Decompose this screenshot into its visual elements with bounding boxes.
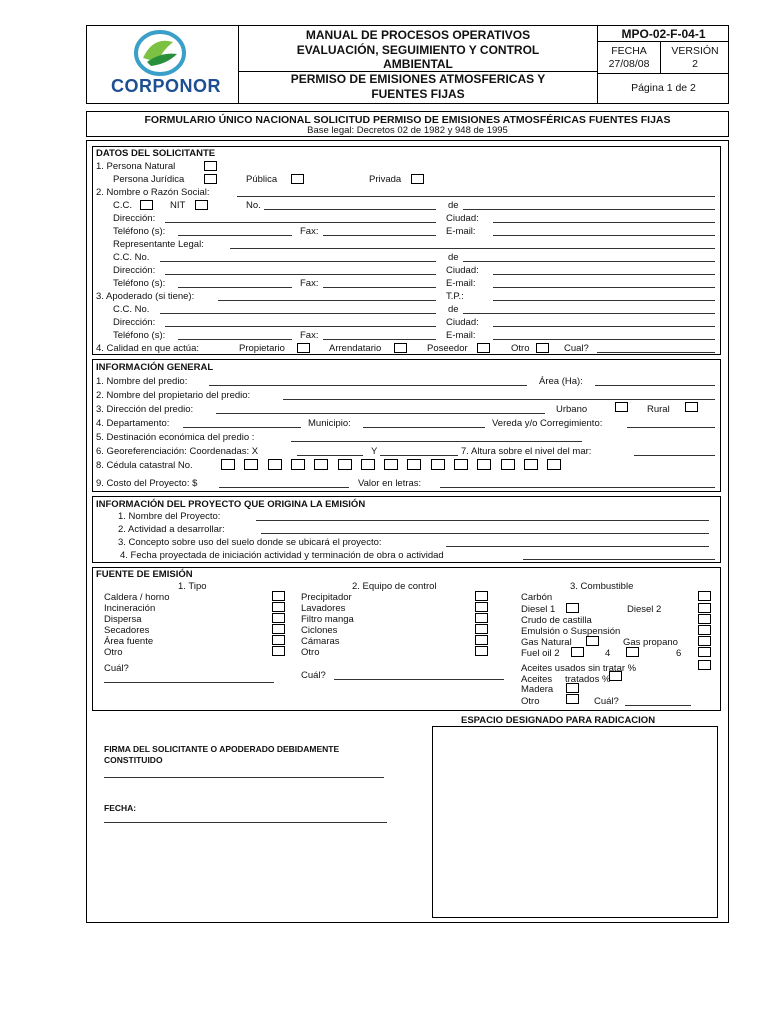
- form-title: FORMULARIO ÚNICO NACIONAL SOLICITUD PERMISO DE EMISIONES ATMOSFÉRICAS FUENTES FIJAS: [144, 114, 671, 126]
- cedula-digit-box[interactable]: [338, 459, 352, 470]
- fecha-firma-label: FECHA:: [104, 803, 137, 813]
- direccion-field-3[interactable]: [165, 326, 436, 327]
- fax-field-2[interactable]: [323, 287, 436, 288]
- uso-suelo-label: 3. Concepto sobre uso del suelo donde se ubicará el proyecto:: [118, 537, 382, 548]
- equipo-item-checkbox[interactable]: [475, 591, 488, 601]
- coord-y-label: Y: [371, 446, 378, 457]
- equipo-item-label: Cámaras: [301, 636, 340, 647]
- fecha-label: FECHA: [611, 45, 647, 57]
- email-field-1[interactable]: [493, 235, 715, 236]
- tipo-item-checkbox[interactable]: [272, 635, 285, 645]
- ciudad-label-3: Ciudad:: [446, 317, 479, 328]
- cc-no-label-2: C.C. No.: [113, 304, 150, 315]
- general-title: INFORMACIÓN GENERAL: [96, 362, 214, 373]
- fax-label-2: Fax:: [300, 278, 319, 289]
- cedula-digit-box[interactable]: [291, 459, 305, 470]
- tp-field[interactable]: [493, 300, 715, 301]
- de-field-1[interactable]: [463, 209, 715, 210]
- carbon-checkbox[interactable]: [698, 591, 711, 601]
- tipo-item-label: Caldera / horno: [104, 592, 170, 603]
- urbano-checkbox[interactable]: [615, 402, 628, 412]
- tipo-cual-field[interactable]: [104, 682, 274, 683]
- equipo-item-label: Filtro manga: [301, 614, 354, 625]
- costo-field[interactable]: [219, 487, 349, 488]
- telefono-label-1: Teléfono (s):: [113, 226, 166, 237]
- fuel-oil-4-checkbox[interactable]: [626, 647, 639, 657]
- telefono-field-1[interactable]: [178, 235, 292, 236]
- no-field[interactable]: [264, 209, 436, 210]
- representante-label: Representante Legal:: [113, 239, 204, 250]
- coord-x-field[interactable]: [297, 455, 363, 456]
- emulsion-label: Emulsión o Suspensión: [521, 626, 621, 637]
- solicitante-title: DATOS DEL SOLICITANTE: [96, 148, 216, 159]
- aceites-tratados-label-2: tratados %: [565, 674, 611, 685]
- header-hline-3: [597, 73, 729, 74]
- calidad-label: 4. Calidad en que actúa:: [96, 343, 199, 354]
- cedula-digit-box[interactable]: [221, 459, 235, 470]
- cual-combustible-field[interactable]: [625, 705, 691, 706]
- page-number: Página 1 de 2: [631, 82, 696, 94]
- otro-calidad-checkbox[interactable]: [536, 343, 549, 353]
- ciudad-label-1: Ciudad:: [446, 213, 479, 224]
- de-field-3[interactable]: [463, 313, 715, 314]
- rural-label: Rural: [647, 404, 670, 415]
- uso-suelo-field[interactable]: [446, 546, 709, 547]
- fuel-oil-label: Fuel oil 2: [521, 648, 560, 659]
- cedula-digit-box[interactable]: [384, 459, 398, 470]
- arrendatario-label: Arrendatario: [329, 343, 382, 354]
- persona-juridica-label: Persona Jurídica: [113, 174, 185, 185]
- direccion-label-2: Dirección:: [113, 265, 156, 276]
- departamento-label: 4. Departamento:: [96, 418, 170, 429]
- aceites-usados-checkbox[interactable]: [698, 660, 711, 670]
- otro-combustible-label: Otro: [521, 696, 540, 707]
- version-value: 2: [692, 58, 698, 70]
- cedula-digit-box[interactable]: [431, 459, 445, 470]
- cc-checkbox[interactable]: [140, 200, 153, 210]
- persona-natural-checkbox[interactable]: [204, 161, 217, 171]
- ciudad-label-2: Ciudad:: [446, 265, 479, 276]
- nombre-predio-field[interactable]: [209, 385, 527, 386]
- tipo-title: 1. Tipo: [178, 581, 207, 592]
- tipo-item-checkbox[interactable]: [272, 602, 285, 612]
- actividad-field[interactable]: [261, 533, 709, 534]
- cedula-digit-box[interactable]: [547, 459, 561, 470]
- equipo-item-label: Precipitador: [301, 592, 352, 603]
- poseedor-checkbox[interactable]: [477, 343, 490, 353]
- direccion-label-3: Dirección:: [113, 317, 156, 328]
- publica-label: Pública: [246, 174, 278, 185]
- destinacion-field[interactable]: [291, 441, 582, 442]
- equipo-item-checkbox[interactable]: [475, 602, 488, 612]
- tipo-item-checkbox[interactable]: [272, 624, 285, 634]
- nombre-proyecto-field[interactable]: [256, 520, 709, 521]
- tipo-cual-label: Cuál?: [104, 663, 129, 674]
- equipo-item-label: Ciclones: [301, 625, 338, 636]
- cedula-digit-box[interactable]: [477, 459, 491, 470]
- ciudad-field-2[interactable]: [493, 274, 715, 275]
- equipo-cual-label: Cuál?: [301, 670, 326, 681]
- proyecto-title: INFORMACIÓN DEL PROYECTO QUE ORIGINA LA EMISIÓN: [96, 499, 366, 510]
- direccion-predio-label: 3. Dirección del predio:: [96, 404, 194, 415]
- nombre-proyecto-label: 1. Nombre del Proyecto:: [118, 511, 221, 522]
- equipo-title: 2. Equipo de control: [352, 581, 437, 592]
- fuel-oil-6-checkbox[interactable]: [698, 647, 711, 657]
- direccion-field-2[interactable]: [165, 274, 436, 275]
- diesel2-checkbox[interactable]: [698, 603, 711, 613]
- razon-social-field[interactable]: [237, 196, 715, 197]
- email-label-3: E-mail:: [446, 330, 476, 341]
- crudo-checkbox[interactable]: [698, 614, 711, 624]
- base-legal: Base legal: Decretos 02 de 1982 y 948 de 1995: [307, 125, 508, 136]
- tipo-item-label: Incineración: [104, 603, 156, 614]
- cedula-digit-box[interactable]: [361, 459, 375, 470]
- diesel1-label: Diesel 1: [521, 604, 556, 615]
- de-label-3: de: [448, 304, 459, 315]
- valor-letras-label: Valor en letras:: [358, 478, 422, 489]
- firma-field[interactable]: [104, 777, 384, 778]
- header-hline-2: [597, 41, 729, 42]
- vereda-label: Vereda y/o Corregimiento:: [492, 418, 603, 429]
- madera-checkbox[interactable]: [566, 683, 579, 693]
- cedula-digit-box[interactable]: [407, 459, 421, 470]
- ciudad-field-3[interactable]: [493, 326, 715, 327]
- telefono-label-2: Teléfono (s):: [113, 278, 166, 289]
- de-label-1: de: [448, 200, 459, 211]
- telefono-field-3[interactable]: [178, 339, 292, 340]
- crudo-label: Crudo de castilla: [521, 615, 592, 626]
- de-field-2[interactable]: [463, 261, 715, 262]
- rural-checkbox[interactable]: [685, 402, 698, 412]
- departamento-field[interactable]: [183, 427, 301, 428]
- cc-no-label-1: C.C. No.: [113, 252, 150, 263]
- solicitante-section: [92, 146, 721, 355]
- altura-label: 7. Altura sobre el nivel del mar:: [461, 446, 592, 457]
- municipio-field[interactable]: [363, 427, 485, 428]
- gas-natural-checkbox[interactable]: [586, 636, 599, 646]
- fecha-firma-field[interactable]: [104, 822, 387, 823]
- aceites-tratados-label-1: Aceites: [521, 674, 553, 685]
- costo-label: 9. Costo del Proyecto: $: [96, 478, 198, 489]
- gas-propano-checkbox[interactable]: [698, 636, 711, 646]
- email-field-3[interactable]: [493, 339, 715, 340]
- header-title-5: FUENTES FIJAS: [371, 87, 465, 101]
- radicacion-box[interactable]: [432, 726, 718, 918]
- nombre-predio-label: 1. Nombre del predio:: [96, 376, 188, 387]
- version-label: VERSIÓN: [671, 45, 719, 57]
- fecha-proyectada-field[interactable]: [523, 559, 715, 560]
- madera-label: Madera: [521, 684, 554, 695]
- direccion-field-1[interactable]: [165, 222, 436, 223]
- cc-no-field-2[interactable]: [160, 313, 436, 314]
- tipo-item-label: Secadores: [104, 625, 150, 636]
- cedula-digit-box[interactable]: [501, 459, 515, 470]
- cual-calidad-label: Cual?: [564, 343, 589, 354]
- equipo-item-checkbox[interactable]: [475, 613, 488, 623]
- gas-propano-label: Gas propano: [623, 637, 678, 648]
- otro-calidad-label: Otro: [511, 343, 530, 354]
- logo-text: CORPONOR: [110, 76, 221, 96]
- cual-calidad-field[interactable]: [597, 352, 715, 353]
- propietario-checkbox[interactable]: [297, 343, 310, 353]
- equipo-item-checkbox[interactable]: [475, 635, 488, 645]
- diesel2-label: Diesel 2: [627, 604, 662, 615]
- telefono-label-3: Teléfono (s):: [113, 330, 166, 341]
- ciudad-field-1[interactable]: [493, 222, 715, 223]
- email-field-2[interactable]: [493, 287, 715, 288]
- header-title-1: MANUAL DE PROCESOS OPERATIVOS: [305, 28, 531, 42]
- arrendatario-checkbox[interactable]: [394, 343, 407, 353]
- coord-y-field[interactable]: [380, 455, 458, 456]
- publica-checkbox[interactable]: [291, 174, 304, 184]
- fuel-oil-2-checkbox[interactable]: [571, 647, 584, 657]
- email-label-1: E-mail:: [446, 226, 476, 237]
- fuel-oil-4-label: 4: [605, 648, 611, 659]
- tipo-item-label: Otro: [104, 647, 123, 658]
- cc-no-field-1[interactable]: [160, 261, 436, 262]
- firma-label-2: CONSTITUIDO: [104, 755, 163, 765]
- apoderado-field[interactable]: [218, 300, 436, 301]
- equipo-cual-field[interactable]: [334, 679, 504, 680]
- propietario-label: Propietario: [239, 343, 285, 354]
- firma-label-1: FIRMA DEL SOLICITANTE O APODERADO DEBIDAMENTE: [104, 744, 340, 754]
- cedula-digit-box[interactable]: [524, 459, 538, 470]
- emulsion-checkbox[interactable]: [698, 625, 711, 635]
- equipo-item-checkbox[interactable]: [475, 624, 488, 634]
- propietario-predio-field[interactable]: [283, 399, 715, 400]
- header-title-2: EVALUACIÓN, SEGUIMIENTO Y CONTROL: [296, 43, 540, 57]
- document-code: MPO-02-F-04-1: [621, 27, 706, 41]
- fax-label-3: Fax:: [300, 330, 319, 341]
- tp-label: T.P.:: [446, 291, 464, 302]
- cedula-digit-box[interactable]: [454, 459, 468, 470]
- cual-combustible-label: Cuál?: [594, 696, 619, 707]
- fax-field-1[interactable]: [323, 235, 436, 236]
- nit-checkbox[interactable]: [195, 200, 208, 210]
- equipo-item-checkbox[interactable]: [475, 646, 488, 656]
- otro-combustible-checkbox[interactable]: [566, 694, 579, 704]
- diesel1-checkbox[interactable]: [566, 603, 579, 613]
- urbano-label: Urbano: [556, 404, 588, 415]
- equipo-item-label: Otro: [301, 647, 320, 658]
- valor-letras-field[interactable]: [440, 487, 715, 488]
- propietario-predio-label: 2. Nombre del propietario del predio:: [96, 390, 251, 401]
- direccion-predio-field[interactable]: [216, 413, 545, 414]
- area-label: Área (Ha):: [539, 376, 583, 387]
- razon-social-label: 2. Nombre o Razón Social:: [96, 187, 210, 198]
- fax-field-3[interactable]: [323, 339, 436, 340]
- equipo-item-label: Lavadores: [301, 603, 346, 614]
- tipo-item-label: Dispersa: [104, 614, 142, 625]
- georeferenciacion-label: 6. Georeferenciación: Coordenadas: X: [96, 446, 259, 457]
- persona-natural-label: 1. Persona Natural: [96, 161, 176, 172]
- aceites-usados-label: Aceites usados sin tratar %: [521, 663, 637, 674]
- cedula-catastral-label: 8. Cédula catastral No.: [96, 460, 193, 471]
- cedula-digit-box[interactable]: [268, 459, 282, 470]
- poseedor-label: Poseedor: [427, 343, 468, 354]
- persona-juridica-checkbox[interactable]: [204, 174, 217, 184]
- cedula-digit-box[interactable]: [244, 459, 258, 470]
- cedula-digit-box[interactable]: [314, 459, 328, 470]
- carbon-label: Carbón: [521, 592, 553, 603]
- header-title-4: PERMISO DE EMISIONES ATMOSFERICAS Y: [290, 72, 546, 86]
- municipio-label: Municipio:: [308, 418, 351, 429]
- nit-label: NIT: [170, 200, 186, 211]
- tipo-item-checkbox[interactable]: [272, 646, 285, 656]
- privada-label: Privada: [369, 174, 402, 185]
- fuente-title: FUENTE DE EMISIÓN: [96, 569, 193, 580]
- fuel-oil-6-label: 6: [676, 648, 682, 659]
- tipo-item-checkbox[interactable]: [272, 591, 285, 601]
- email-label-2: E-mail:: [446, 278, 476, 289]
- no-label: No.: [246, 200, 261, 211]
- destinacion-label: 5. Destinación económica del predio :: [96, 432, 255, 443]
- de-label-2: de: [448, 252, 459, 263]
- aceites-tratados-checkbox[interactable]: [609, 671, 622, 681]
- combustible-title: 3. Combustible: [570, 581, 634, 592]
- actividad-label: 2. Actividad a desarrollar:: [118, 524, 225, 535]
- header-title-3: AMBIENTAL: [383, 57, 453, 71]
- vereda-field[interactable]: [627, 427, 715, 428]
- corponor-logo-icon: [133, 30, 187, 76]
- representante-field[interactable]: [230, 248, 715, 249]
- cc-label: C.C.: [113, 200, 132, 211]
- tipo-item-checkbox[interactable]: [272, 613, 285, 623]
- tipo-item-label: Área fuente: [104, 636, 154, 647]
- gas-natural-label: Gas Natural: [521, 637, 572, 648]
- altura-field[interactable]: [634, 455, 715, 456]
- area-field[interactable]: [595, 385, 715, 386]
- fecha-value: 27/08/08: [608, 58, 650, 70]
- telefono-field-2[interactable]: [178, 287, 292, 288]
- apoderado-label: 3. Apoderado (si tiene):: [96, 291, 195, 302]
- privada-checkbox[interactable]: [411, 174, 424, 184]
- radicacion-label: ESPACIO DESIGNADO PARA RADICACION: [461, 715, 656, 726]
- direccion-label-1: Dirección:: [113, 213, 156, 224]
- fax-label-1: Fax:: [300, 226, 319, 237]
- fecha-proyectada-label: 4. Fecha proyectada de iniciación actividad y terminación de obra o actividad: [120, 550, 444, 561]
